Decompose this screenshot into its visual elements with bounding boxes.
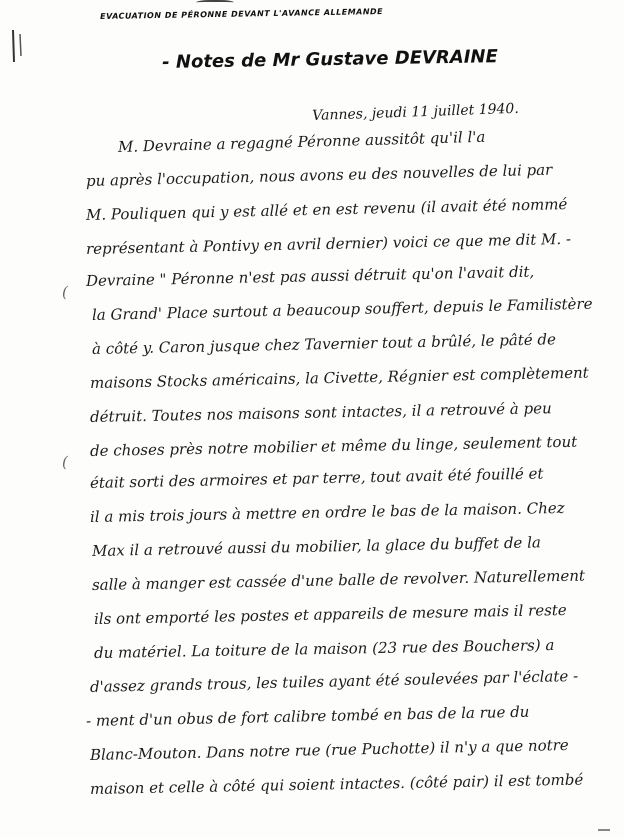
text-line: maison et celle à côté qui soient intactes. (côté pair) il est tombé [89, 770, 584, 798]
text-line: pu après l'occupation, nous avons eu des nouvelles de lui par [85, 160, 553, 190]
text-line: d'assez grands trous, les tuiles ayant été soulevées par l'éclate - [89, 666, 579, 696]
document-title: EVACUATION DE PÉRONNE DEVANT L'AVANCE ALLEMANDE [100, 7, 384, 21]
scan-artifact [598, 829, 610, 831]
text-line: M. Devraine a regagné Péronne aussitôt qu'il l'a [117, 127, 486, 156]
margin-paren: ( [62, 283, 68, 301]
text-line: de choses près notre mobilier et même du linge, seulement tout [89, 432, 578, 460]
margin-paren: ( [62, 453, 68, 471]
text-line: il a mis trois jours à mettre en ordre le bas de la maison. Chez [89, 498, 565, 526]
text-line: salle à manger est cassée d'une balle de revolver. Naturellement [91, 566, 586, 594]
text-line: Devraine " Péronne n'est pas aussi détruit qu'on l'avait dit, [85, 262, 535, 290]
text-line: la Grand' Place surtout a beaucoup souffert, depuis le Familistère [91, 294, 593, 324]
text-line: représentant à Pontivy en avril dernier) voici ce que me dit M. - [85, 229, 572, 258]
text-line: Blanc-Mouton. Dans notre rue (rue Puchotte) il n'y a que notre [89, 735, 569, 764]
text-line: détruit. Toutes nos maisons sont intactes, il a retrouvé à peu [89, 399, 552, 426]
text-line: maisons Stocks américains, la Civette, Régnier est complètement [89, 363, 589, 392]
text-line: - ment d'un obus de fort calibre tombé en bas de la rue du [85, 702, 530, 730]
text-line: à côté y. Caron jusque chez Tavernier tout a brûlé, le pâté de [91, 330, 557, 358]
text-line: M. Pouliquen qui y est allé et en est revenu (il avait été nommé [85, 195, 568, 224]
margin-pen-marks [8, 28, 28, 68]
text-line: du matériel. La toiture de la maison (23 rue des Bouchers) a [93, 635, 555, 662]
text-line: était sorti des armoires et par terre, tout avait été fouillé et [89, 464, 544, 492]
document-subtitle: - Notes de Mr Gustave DEVRAINE [162, 46, 498, 73]
text-line: ils ont emporté les postes et appareils de mesure mais il reste [93, 600, 567, 628]
text-line: Max il a retrouvé aussi du mobilier, la glace du buffet de la [91, 533, 542, 560]
dateline: Vannes, jeudi 11 juillet 1940. [312, 100, 520, 124]
top-pen-stroke [196, 0, 234, 6]
